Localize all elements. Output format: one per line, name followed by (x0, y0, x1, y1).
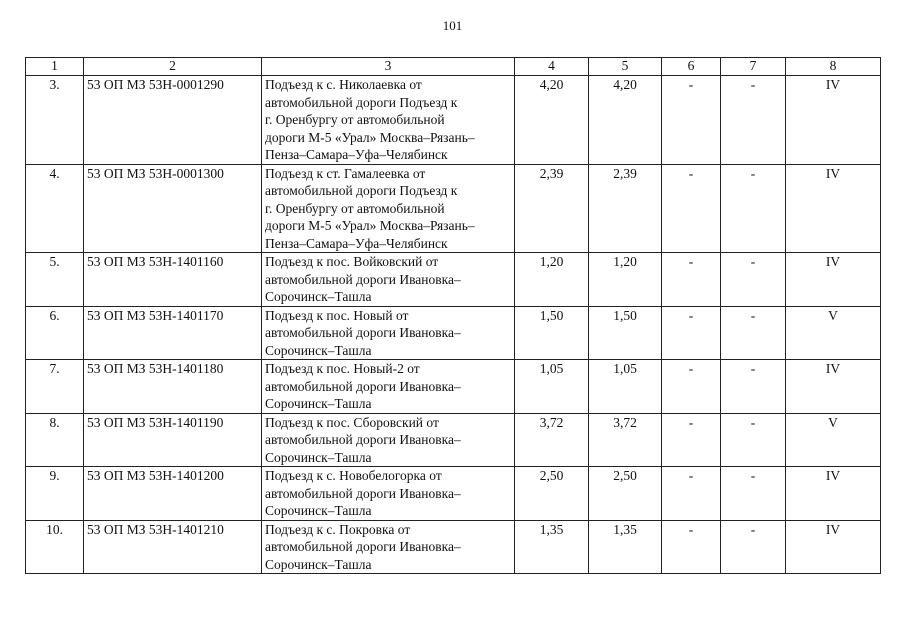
length-total-cell: 1,20 (589, 253, 662, 307)
road-name-line: Подъезд к с. Николаевка от (265, 77, 422, 92)
category-cell: IV (786, 520, 881, 574)
road-name-line: Подъезд к ст. Гамалеевка от (265, 165, 426, 181)
road-name-line: автомобильной дороги Подъезд к (265, 94, 458, 110)
road-name-line: автомобильной дороги Ивановка– (265, 485, 461, 501)
road-name-line: автомобильной дороги Ивановка– (265, 271, 461, 287)
road-code-cell: 53 ОП МЗ 53Н-1401210 (84, 520, 262, 574)
category-cell: IV (786, 164, 881, 253)
row-number-cell: 7. (26, 360, 84, 414)
road-name-line: Сорочинск–Ташла (265, 289, 372, 304)
road-name-line: автомобильной дороги Ивановка– (265, 325, 461, 340)
column-6-cell: - (662, 164, 721, 253)
road-code-cell: 53 ОП МЗ 53Н-1401200 (84, 467, 262, 521)
length-cell: 1,05 (515, 360, 589, 414)
column-7-cell: - (721, 360, 786, 414)
length-total-cell: 1,05 (589, 360, 662, 414)
road-name-line: автомобильной дороги Ивановка– (265, 539, 461, 554)
road-name-line: дороги М-5 «Урал» Москва–Рязань– (265, 129, 475, 145)
road-name-line: Пенза–Самара–Уфа–Челябинск (265, 147, 448, 162)
row-number-cell: 10. (26, 520, 84, 574)
column-7-cell: - (721, 76, 786, 165)
column-6-cell: - (662, 360, 721, 414)
road-name-line: дороги М-5 «Урал» Москва–Рязань– (265, 218, 475, 233)
road-name-line: Сорочинск–Ташла (265, 556, 372, 572)
column-6-cell: - (662, 306, 721, 360)
road-name-line: Сорочинск–Ташла (265, 503, 372, 518)
road-name-cell (262, 164, 515, 253)
length-total-cell: 4,20 (589, 76, 662, 165)
road-name-cell (262, 306, 515, 360)
header-cell-2: 2 (84, 58, 262, 76)
length-cell: 1,50 (515, 306, 589, 360)
road-name-line: Подъезд к пос. Сборовский от (265, 414, 439, 430)
table-row (26, 413, 881, 467)
length-cell: 2,39 (515, 164, 589, 253)
column-7-cell: - (721, 164, 786, 253)
road-code-cell: 53 ОП МЗ 53Н-1401170 (84, 306, 262, 360)
column-6-cell: - (662, 520, 721, 574)
road-name-line: Сорочинск–Ташла (265, 396, 372, 411)
table-row (26, 76, 881, 165)
length-total-cell: 3,72 (589, 413, 662, 467)
page-number: 101 (442, 18, 463, 33)
length-total-cell: 2,39 (589, 164, 662, 253)
table-row (26, 306, 881, 360)
road-name-line: Сорочинск–Ташла (265, 342, 372, 358)
length-total-cell: 1,35 (589, 520, 662, 574)
header-cell-4: 4 (515, 58, 589, 76)
category-cell: IV (786, 76, 881, 165)
road-name-cell (262, 360, 515, 414)
length-cell: 2,50 (515, 467, 589, 521)
road-name-cell (262, 76, 515, 165)
road-name-cell (262, 253, 515, 307)
road-name-line: автомобильной дороги Подъезд к (265, 183, 458, 198)
table-row (26, 164, 881, 253)
road-code-cell: 53 ОП МЗ 53Н-0001290 (84, 76, 262, 165)
road-name-cell (262, 520, 515, 574)
table-row (26, 467, 881, 521)
column-6-cell: - (662, 467, 721, 521)
table-row (26, 253, 881, 307)
header-cell-5: 5 (589, 58, 662, 76)
category-cell: IV (786, 467, 881, 521)
category-cell: IV (786, 360, 881, 414)
row-number-cell: 6. (26, 306, 84, 360)
road-name-line: Подъезд к пос. Новый от (265, 307, 409, 323)
table-row (26, 360, 881, 414)
header-cell-6: 6 (662, 58, 721, 76)
table-row (26, 520, 881, 574)
length-cell: 1,20 (515, 253, 589, 307)
length-cell: 3,72 (515, 413, 589, 467)
row-number-cell: 9. (26, 467, 84, 521)
row-number-cell: 4. (26, 164, 84, 253)
category-cell: V (786, 413, 881, 467)
header-row (26, 58, 881, 76)
roads-table (25, 57, 881, 574)
column-6-cell: - (662, 76, 721, 165)
row-number-cell: 3. (26, 76, 84, 165)
road-name-line: Пенза–Самара–Уфа–Челябинск (265, 235, 448, 251)
road-code-cell: 53 ОП МЗ 53Н-1401160 (84, 253, 262, 307)
category-cell: IV (786, 253, 881, 307)
column-7-cell: - (721, 467, 786, 521)
road-name-cell (262, 467, 515, 521)
column-7-cell: - (721, 253, 786, 307)
road-name-line: автомобильной дороги Ивановка– (265, 432, 461, 447)
column-6-cell: - (662, 253, 721, 307)
header-cell-3: 3 (262, 58, 515, 76)
length-cell: 1,35 (515, 520, 589, 574)
road-name-line: Подъезд к пос. Новый-2 от (265, 361, 420, 376)
category-cell: V (786, 306, 881, 360)
column-7-cell: - (721, 413, 786, 467)
road-name-line: г. Оренбургу от автомобильной (265, 200, 445, 216)
road-code-cell: 53 ОП МЗ 53Н-0001300 (84, 164, 262, 253)
header-cell-8: 8 (786, 58, 881, 76)
length-total-cell: 1,50 (589, 306, 662, 360)
road-name-line: Сорочинск–Ташла (265, 449, 372, 465)
column-6-cell: - (662, 413, 721, 467)
road-code-cell: 53 ОП МЗ 53Н-1401190 (84, 413, 262, 467)
column-7-cell: - (721, 306, 786, 360)
road-name-cell (262, 413, 515, 467)
length-total-cell: 2,50 (589, 467, 662, 521)
road-name-line: автомобильной дороги Ивановка– (265, 378, 461, 394)
road-name-line: Подъезд к с. Покровка от (265, 521, 411, 537)
road-code-cell: 53 ОП МЗ 53Н-1401180 (84, 360, 262, 414)
row-number-cell: 8. (26, 413, 84, 467)
row-number-cell: 5. (26, 253, 84, 307)
road-name-line: Подъезд к с. Новобелогорка от (265, 468, 442, 483)
header-cell-7: 7 (721, 58, 786, 76)
road-name-line: Подъезд к пос. Войковский от (265, 254, 439, 269)
column-7-cell: - (721, 520, 786, 574)
road-name-line: г. Оренбургу от автомобильной (265, 112, 445, 127)
header-cell-1: 1 (26, 58, 84, 76)
length-cell: 4,20 (515, 76, 589, 165)
